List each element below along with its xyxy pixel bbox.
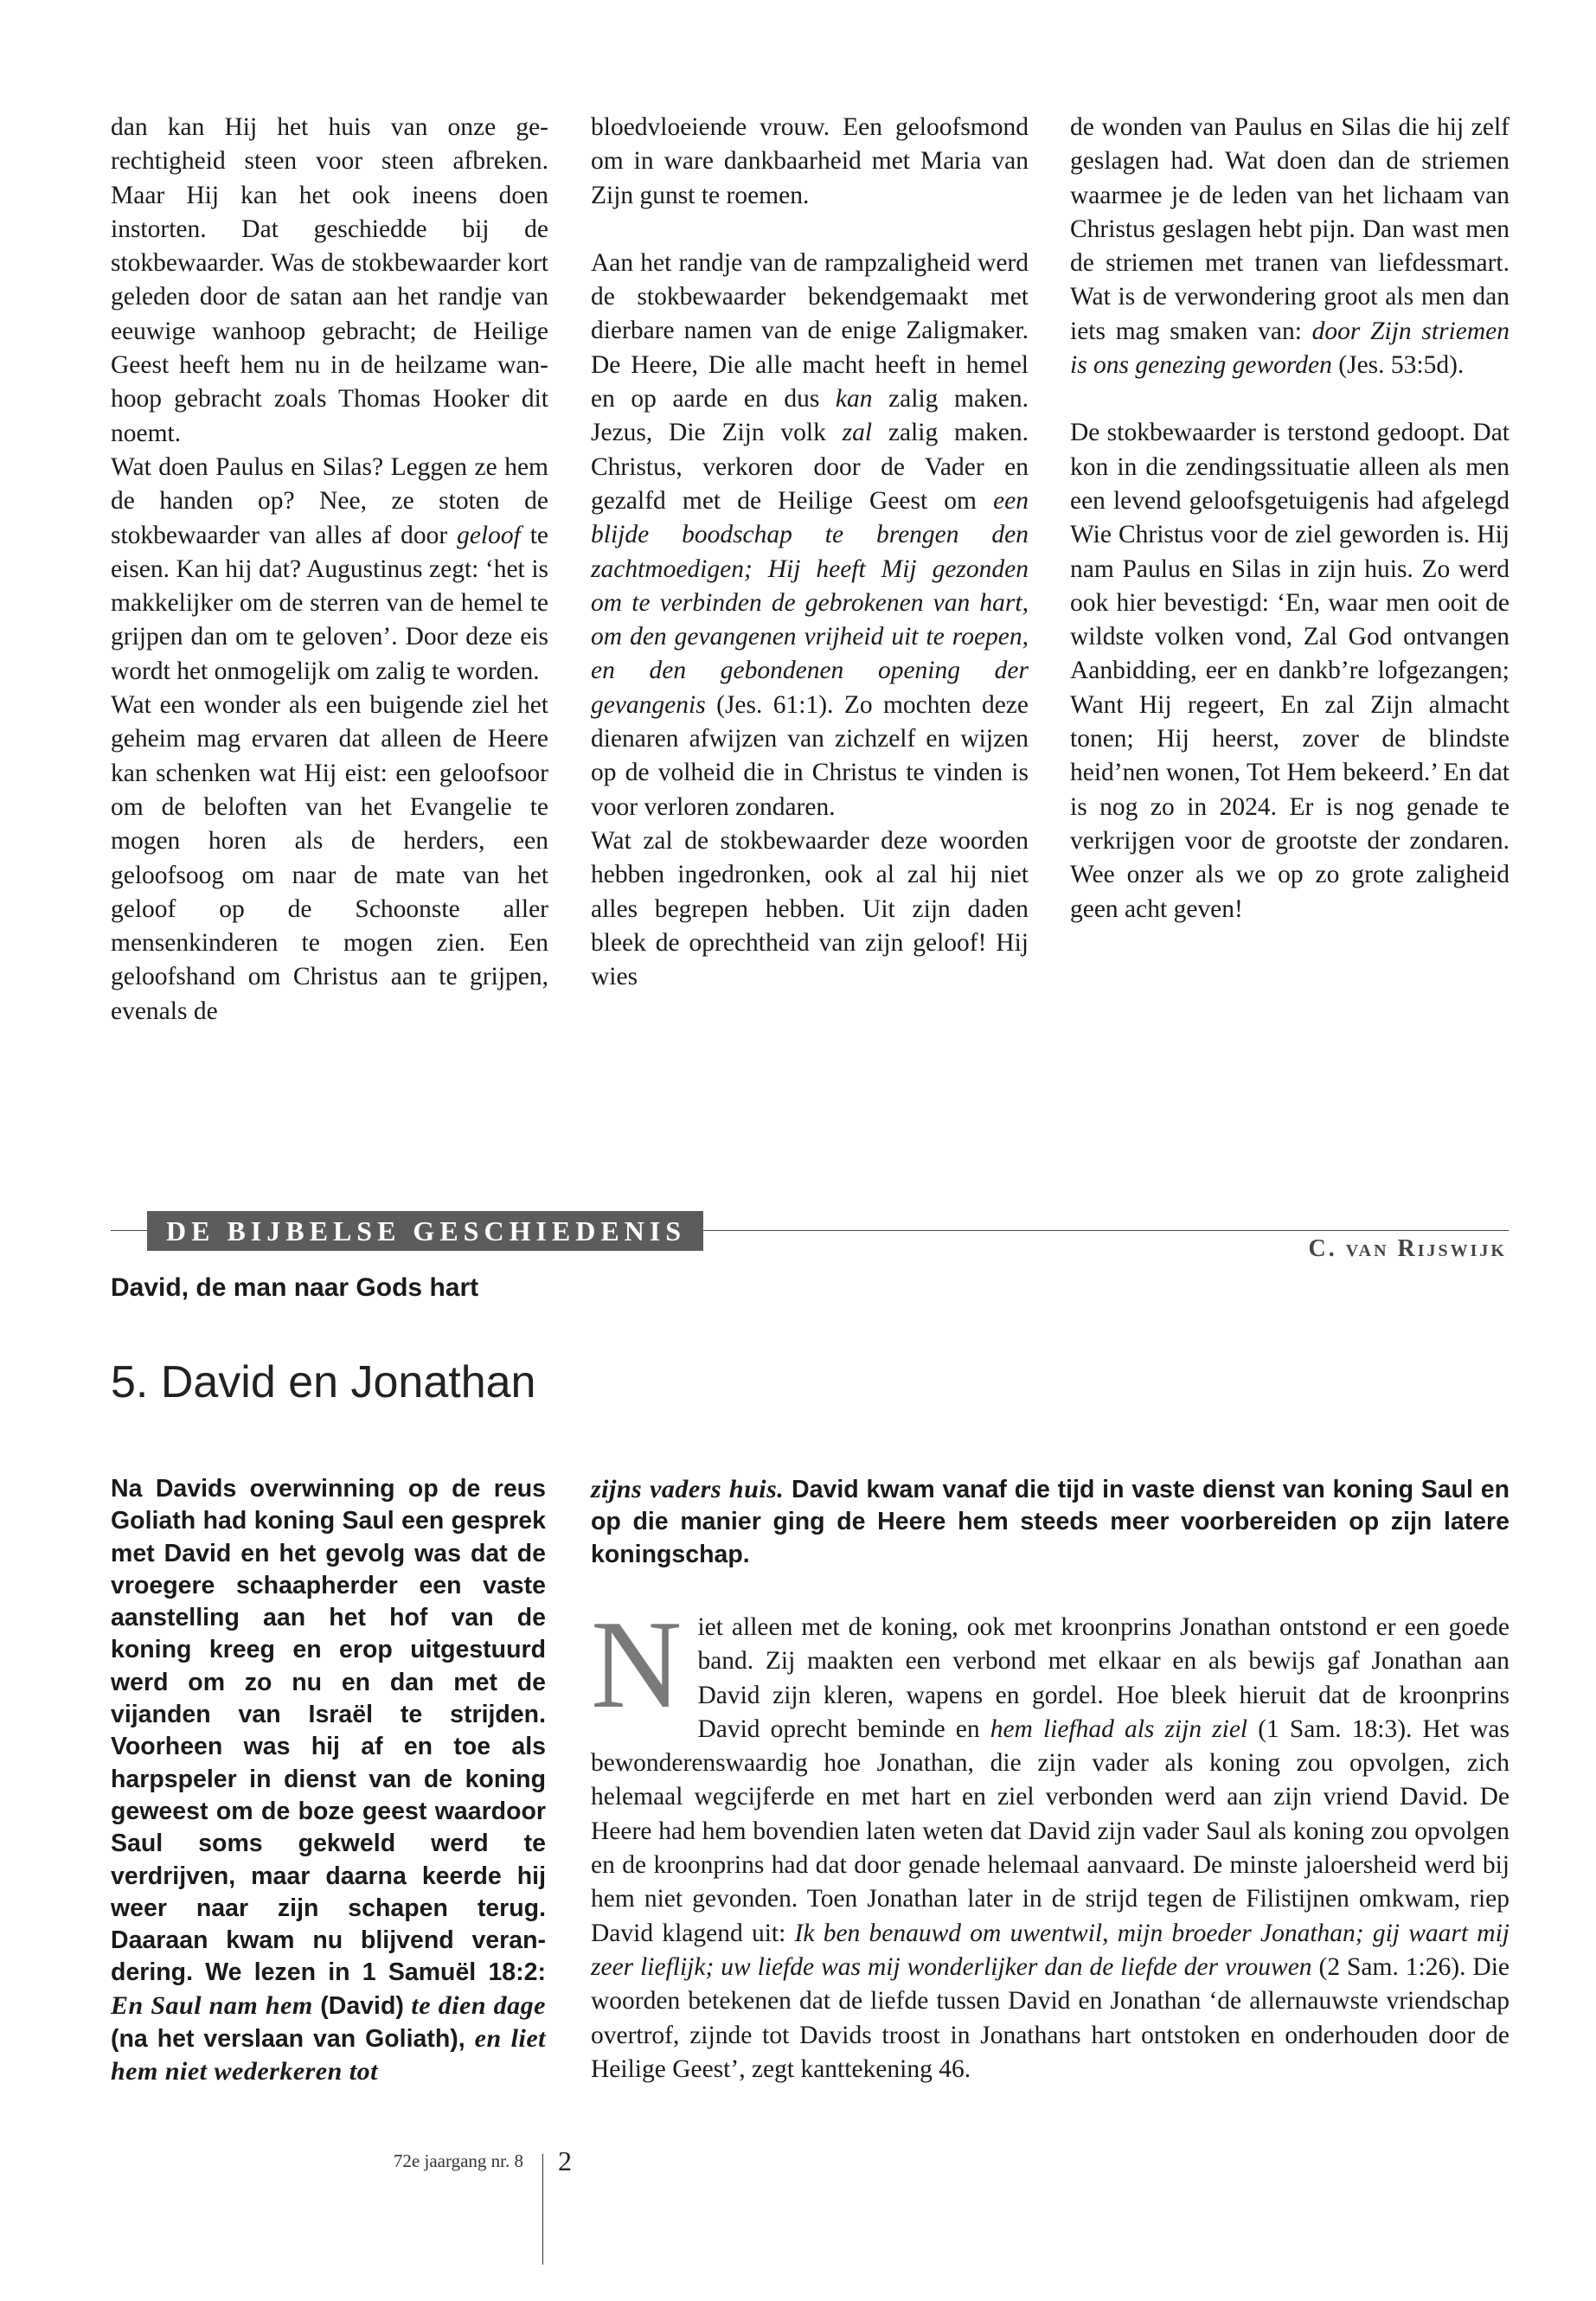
series-title: David, de man naar Gods hart [111,1273,479,1302]
intro-paragraph: Na Davids overwinning op de reus Goliath had koning Saul een gesprek met David en het gevolg was dat de vroegere schaapherder een vaste aanstelling aan het hof van de koning kreeg en erop uitgestuurd werd om zo nu en dan met de vijanden van Israël te strijden. Voorheen was hij af en toe als harpspeler in dienst van de koning geweest om de boze geest waardoor Saul soms gekweld werd te verdrijven, maar daarna keerde hij weer naar zijn schapen terug. Daaraan kwam nu blijvend verandering. We lezen in 1 Samuël 18:2: En Saul nam hem (David) te dien dage (na het verslaan van Goliath), en liet hem niet wederkeren tot [111,1475,546,2086]
article-title: 5. David en Jonathan [111,1357,536,1407]
drop-cap: N [591,1594,683,1734]
paragraph: bloedvloeiende vrouw. Een geloofsmond om in ware dankbaarheid met Maria van Zijn gunst te roemen. [591,113,1029,209]
issue-label: 72e jaargang nr. 8 [393,2150,523,2171]
page-number: 2 [558,2145,572,2176]
section-header [111,1211,1509,1262]
page-footer [0,2145,1596,2266]
article-body [591,1594,1510,2086]
intro-right [591,1473,1509,1571]
intro-left [111,1473,546,2089]
column-1 [111,111,548,1029]
section-label: DE BIJBELSE GESCHIEDENIS [147,1211,703,1251]
author-name: C. van Rijswijk [1308,1235,1507,1262]
column-2 [591,111,1029,994]
paragraph: Wat zal de stokbewaarder deze woorden hebben ingedronken, ook al zal hij niet alles begrepen hebben. Uit zijn daden bleek de oprechtheid van zijn geloof! Hij wies [591,826,1029,991]
paragraph: de wonden van Paulus en Silas die hij zelf geslagen had. Wat doen dan de striemen waarmee je de leden van het lichaam van Christus geslagen hebt pijn. Dan wast men de striemen met tranen van liefdessmart. Wat is de verwondering groot als men dan iets mag smaken van: door Zijn striemen is ons genezing geworden (Jes. 53:5d). [1070,113,1509,380]
paragraph: dan kan Hij het huis van onze gerechtigheid steen voor steen afbreken. Maar Hij kan het ook ineens doen instorten. Dat geschiedde bij de stokbewaarder. Was de stokbewaarder kort geleden door de satan aan het randje van eeuwige wanhoop gebracht; de Heilige Geest heeft hem nu in de heilzame wanhoop gebracht zoals Thomas Hooker dit noemt. [111,113,548,447]
paragraph: Niet alleen met de koning, ook met kroonprins Jonathan ontstond er een goede band. Zij maakten een verbond met elkaar en als bewijs gaf Jonathan aan David zijn kleren, wapens en gordel. Hoe bleek hieruit dat de kroonprins David oprecht beminde en hem liefhad als zijn ziel (1 Sam. 18:3). Het was bewonderenswaardig hoe Jonathan, die zijn vader als koning zou opvolgen, zich helemaal wegcijferde en met hart en ziel verbonden werd aan zijn vriend David. De Heere had hem bovendien laten weten dat David zijn vader Saul als koning zou opvolgen en de kroonprins had dat door genade helemaal aanvaard. De minste jaloersheid werd bij hem niet gevonden. Toen Jonathan later in de strijd tegen de Filistijnen omkwam, riep David klagend uit: Ik ben benauwd om uwentwil, mijn broeder Jonathan; gij waart mij zeer lieflijk; uw liefde was mij wonderlijker dan de liefde der vrouwen (2 Sam. 1:26). Die woorden betekenen dat de liefde tussen David en Jonathan ‘de allernauwste vriendschap overtrof, zijnde tot Davids troost in Jonathans hart ontstoken en onderhouden door de Heilige Geest’, zegt kanttekening 46. [591,1594,1510,2083]
intro-paragraph: zijns vaders huis. David kwam vanaf die tijd in vaste dienst van koning Saul en op die manier ging de Heere hem steeds meer voorbereiden op zijn latere koningschap. [591,1475,1509,1568]
paragraph: Wat een wonder als een buigende ziel het geheim mag ervaren dat alleen de Heere kan schenken wat Hij eist: een geloofsoor om de beloften van het Evangelie te mogen horen als de herders, een geloofsoog om naar de mate van het geloof op de Schoonste aller mensenkinderen te mogen zien. Een geloofshand om Christus aan te grijpen, evenals de [111,691,548,1025]
paragraph: De stokbewaarder is terstond gedoopt. Dat kon in die zendingssituatie alleen als men een levend geloofsgetuigenis had afgelegd Wie Christus voor de ziel geworden is. Hij nam Paulus en Silas in zijn huis. Zo werd ook hier bevestigd: ‘En, waar men ooit de wildste volken vond, Zal God ontvangen Aanbidding, eer en dankb’re lofgezangen; Want Hij regeert, En zal Zijn almacht tonen; Hij heerst, zover de blindste heid’nen wonen, Tot Hem bekeerd.’ En dat is nog zo in 2024. Er is nog genade te verkrijgen voor de grootste der zondaren. Wee onzer als we op zo grote zaligheid geen acht geven! [1070,419,1509,923]
footer-divider [542,2154,543,2265]
paragraph: Wat doen Paulus en Silas? Leggen ze hem de handen op? Nee, ze stoten de stokbewaarder van alles af door geloof te eisen. Kan hij dat? Augustinus zegt: ‘het is makkelijker om de sterren van de hemel te grijpen dan om te geloven’. Door deze eis wordt het onmogelijk om zalig te worden. [111,452,548,685]
column-3 [1070,111,1509,926]
paragraph: Aan het randje van de rampzaligheid werd de stokbewaarder bekendgemaakt met dierbare namen van de enige Zaligmaker. De Heere, Die alle macht heeft in hemel en op aarde en dus kan zalig maken. Jezus, Die Zijn volk zal zalig maken. Christus, verkoren door de Vader en gezalfd met de Heilige Geest om een blijde boodschap te brengen den zachtmoedigen; Hij heeft Mij gezonden om te verbinden de gebrokenen van hart, om den gevangenen vrijheid uit te roepen, en den gebondenen opening der gevangenis (Jes. 61:1). Zo mochten deze dienaren afwijzen van zichzelf en wijzen op de volheid die in Christus te vinden is voor verloren zondaren. [591,248,1029,821]
